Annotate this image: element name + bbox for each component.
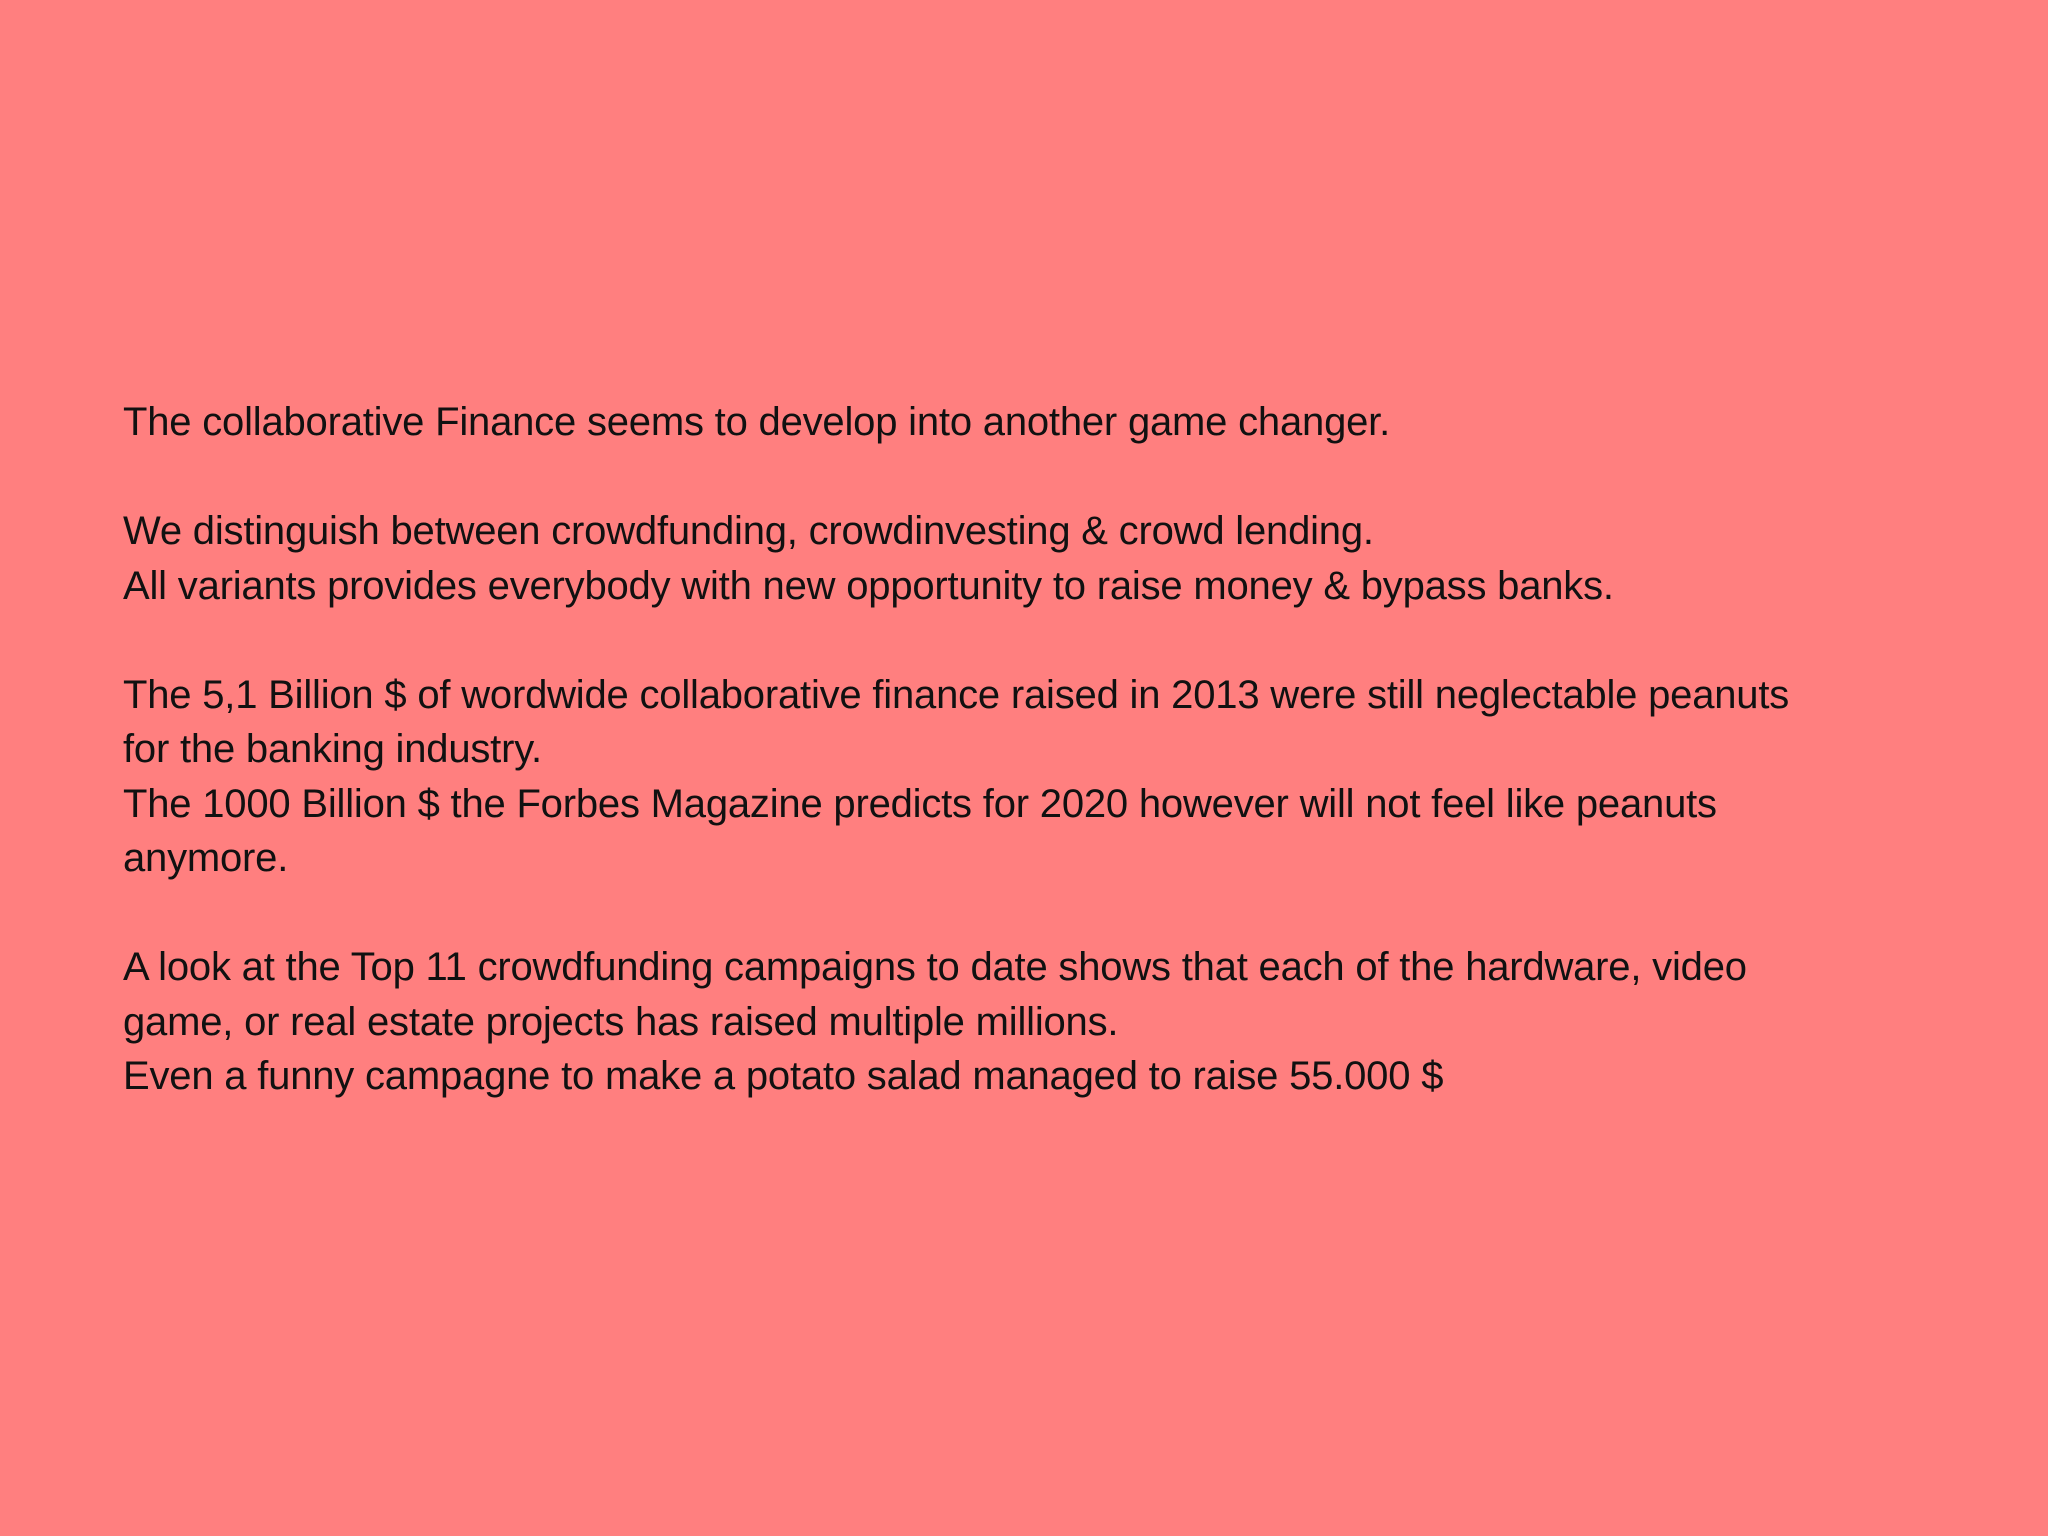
text-line: Even a funny campagne to make a potato salad managed to raise 55.000 $ bbox=[123, 1054, 1444, 1098]
slide-body-text bbox=[123, 395, 1943, 1158]
text-line: anymore. bbox=[123, 836, 289, 880]
paragraph-top-campaigns bbox=[123, 940, 1943, 1104]
text-line: The 5,1 Billion $ of wordwide collaborative finance raised in 2013 were still neglectable peanuts bbox=[123, 672, 1790, 717]
text-line: game, or real estate projects has raised multiple millions. bbox=[123, 999, 1119, 1044]
text-line: We distinguish between crowdfunding, crowdinvesting & crowd lending. bbox=[123, 509, 1374, 553]
text-line: The collaborative Finance seems to develop into another game changer. bbox=[123, 400, 1390, 444]
paragraph-intro bbox=[123, 395, 1943, 450]
text-line: for the banking industry. bbox=[123, 727, 542, 771]
text-line: A look at the Top 11 crowdfunding campaigns to date shows that each of the hardware, video bbox=[123, 945, 1747, 989]
paragraph-market-size bbox=[123, 668, 1943, 886]
text-line: The 1000 Billion $ the Forbes Magazine predicts for 2020 however will not feel like peanuts bbox=[123, 781, 1717, 826]
text-line: All variants provides everybody with new opportunity to raise money & bypass banks. bbox=[123, 563, 1614, 608]
paragraph-variants bbox=[123, 504, 1943, 613]
